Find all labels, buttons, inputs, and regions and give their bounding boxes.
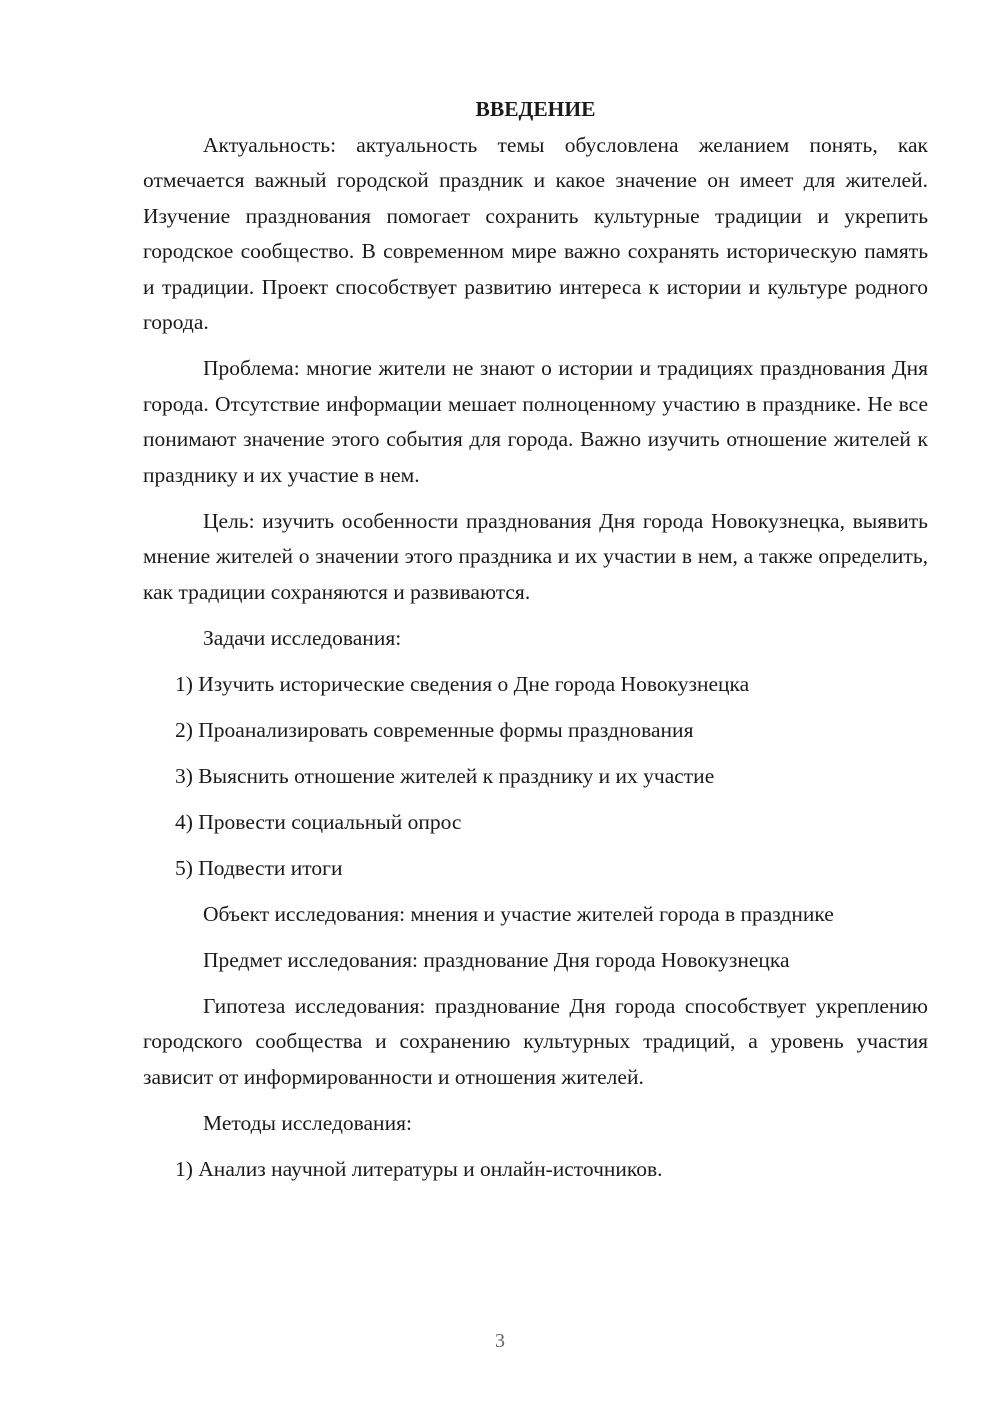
list-item: 1) Анализ научной литературы и онлайн-источников.: [175, 1156, 663, 1181]
hypothesis-paragraph: Гипотеза исследования: празднование Дня города способствует укреплению городского сообщества и сохранению культурных традиций, а уровень участия зависит от информированности и отношения жителей.: [143, 993, 928, 1089]
tasks-heading: Задачи исследования:: [203, 625, 402, 650]
tasks-list: [143, 667, 928, 887]
list-item: 4) Провести социальный опрос: [175, 809, 462, 834]
problem-paragraph: Проблема: многие жители не знают о истории и традициях празднования Дня города. Отсутствие информации мешает полноценному участию в празднике. Не все понимают значение этого события для города. Важно изучить отношение жителей к празднику и их участие в нем.: [143, 356, 928, 487]
list-item: 3) Выяснить отношение жителей к празднику и их участие: [175, 763, 715, 788]
methods-list: [143, 1152, 928, 1188]
section-title: ВВЕДЕНИЕ: [475, 97, 596, 121]
subject-line: Предмет исследования: празднование Дня города Новокузнецка: [203, 947, 790, 972]
list-item: 2) Проанализировать современные формы празднования: [175, 717, 694, 742]
object-paragraph: Объект исследования: мнения и участие жителей города в празднике: [203, 901, 834, 926]
page-number: 3: [495, 1330, 505, 1352]
list-item: 5) Подвести итоги: [175, 855, 343, 880]
goal-paragraph: Цель: изучить особенности празднования Дня города Новокузнецка, выявить мнение жителей о значении этого праздника и их участии в нем, а также определить, как традиции сохраняются и развиваются.: [143, 508, 928, 604]
methods-heading: Методы исследования:: [203, 1110, 412, 1135]
relevance-paragraph: Актуальность: актуальность темы обусловлена желанием понять, как отмечается важный городской праздник и какое значение он имеет для жителей. Изучение празднования помогает сохранить культурные традиции и укрепить городское сообщество. В современном мире важно сохранять историческую память и традиции. Проект способствует развитию интереса к истории и культуре родного города.: [143, 132, 928, 334]
document-page: [143, 92, 928, 1198]
list-item: 1) Изучить исторические сведения о Дне города Новокузнецка: [175, 671, 750, 696]
